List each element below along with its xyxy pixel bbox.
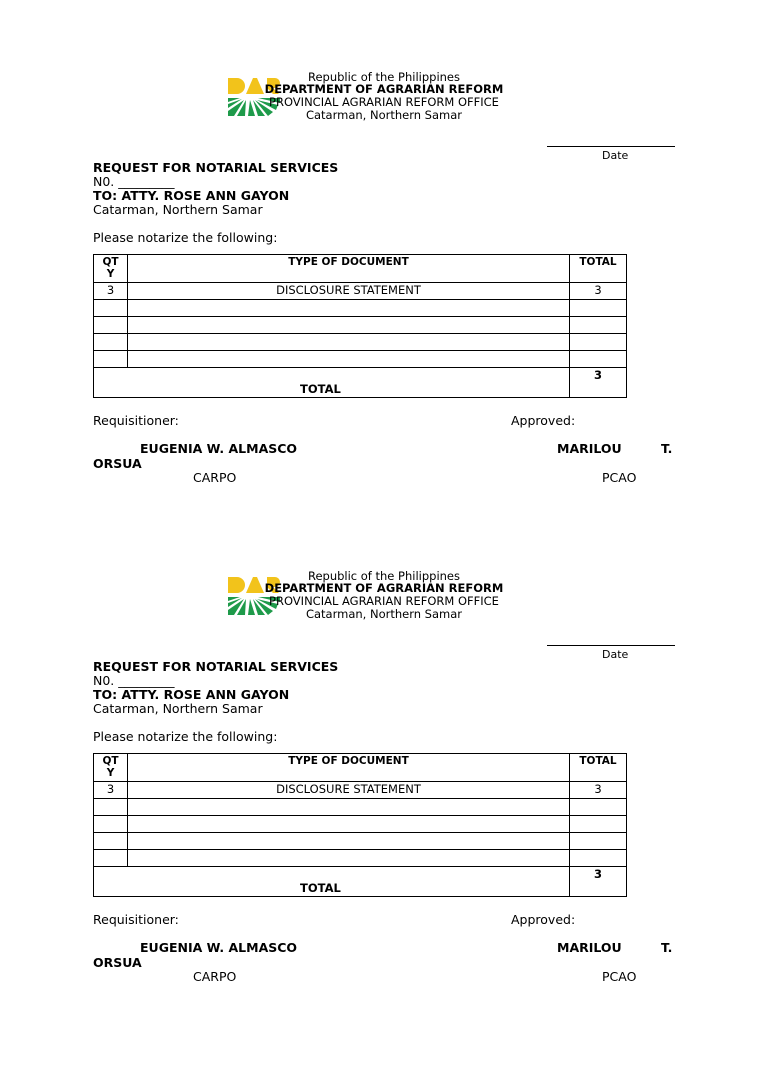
requisitioner-name: EUGENIA W. ALMASCO [140,441,298,456]
table-row [94,799,627,816]
total-cell[interactable] [570,816,627,833]
type-cell[interactable] [128,816,570,833]
approver-initial: T. [661,441,673,456]
header-republic: Republic of the Philippines [307,70,461,84]
addressee: TO: ATTY. ROSE ANN GAYON [93,687,290,702]
qty-cell[interactable] [94,300,128,317]
table-total-row [94,867,627,897]
total-label: TOTAL [300,881,341,895]
qty-cell[interactable]: 3 [94,283,128,300]
qty-cell[interactable] [94,833,128,850]
approver-first-name: MARILOU [557,940,622,955]
header-department: DEPARTMENT OF AGRARIAN REFORM [264,82,504,96]
addressee-location: Catarman, Northern Samar [93,202,263,217]
table-total-row [94,368,627,398]
requisitioner-title: CARPO [193,470,237,485]
qty-header-line1: QT [102,755,119,767]
requisitioner-title: CARPO [193,969,237,984]
documents-table [93,254,627,398]
qty-header-line2: Y [106,767,115,779]
number-field: N0. _________ [93,174,175,189]
type-cell[interactable] [128,317,570,334]
type-cell[interactable] [128,850,570,867]
form-title: REQUEST FOR NOTARIAL SERVICES [93,659,339,674]
table-row [94,850,627,867]
instruction-text: Please notarize the following: [93,729,278,744]
table-row [94,816,627,833]
qty-cell[interactable] [94,334,128,351]
table-row [94,317,627,334]
number-field: N0. _________ [93,673,175,688]
requisitioner-label: Requisitioner: [93,413,179,428]
table-row [94,351,627,368]
total-label: TOTAL [300,382,341,396]
approver-title: PCAO [602,969,637,984]
notarial-request-form-1 [0,68,768,567]
table-header-row [94,255,627,283]
qty-cell[interactable] [94,816,128,833]
total-cell[interactable] [570,317,627,334]
header-location: Catarman, Northern Samar [305,607,463,621]
qty-header [94,754,128,782]
total-cell[interactable] [570,850,627,867]
total-header: TOTAL [570,754,627,782]
type-cell[interactable] [128,799,570,816]
total-header: TOTAL [570,255,627,283]
notarial-request-form-2 [0,567,768,1066]
header-department: DEPARTMENT OF AGRARIAN REFORM [264,581,504,595]
table-row [94,300,627,317]
qty-cell[interactable] [94,317,128,334]
date-line[interactable] [547,146,675,147]
type-header: TYPE OF DOCUMENT [128,255,570,283]
total-cell[interactable] [570,833,627,850]
header-location: Catarman, Northern Samar [305,108,463,122]
total-cell[interactable] [570,351,627,368]
approver-first-name: MARILOU [557,441,622,456]
total-label-cell [94,867,570,897]
header-republic: Republic of the Philippines [307,569,461,583]
date-line[interactable] [547,645,675,646]
table-header-row [94,754,627,782]
instruction-text: Please notarize the following: [93,230,278,245]
approved-label: Approved: [511,912,576,927]
total-label-cell [94,368,570,398]
requisitioner-name-cont: ORSUA [93,456,142,471]
total-value: 3 [570,867,627,897]
form-title: REQUEST FOR NOTARIAL SERVICES [93,160,339,175]
total-cell[interactable]: 3 [570,782,627,799]
qty-header-line1: QT [102,256,119,268]
approver-title: PCAO [602,470,637,485]
qty-header [94,255,128,283]
header-office: PROVINCIAL AGRARIAN REFORM OFFICE [269,594,499,608]
date-label: Date [602,648,629,661]
type-cell[interactable] [128,833,570,850]
approved-label: Approved: [511,413,576,428]
type-cell[interactable] [128,334,570,351]
total-cell[interactable] [570,300,627,317]
type-header: TYPE OF DOCUMENT [128,754,570,782]
requisitioner-name-cont: ORSUA [93,955,142,970]
qty-cell[interactable]: 3 [94,782,128,799]
type-cell[interactable] [128,351,570,368]
total-cell[interactable] [570,334,627,351]
total-value: 3 [570,368,627,398]
qty-cell[interactable] [94,799,128,816]
total-cell[interactable] [570,799,627,816]
type-cell[interactable] [128,300,570,317]
header-office: PROVINCIAL AGRARIAN REFORM OFFICE [269,95,499,109]
qty-cell[interactable] [94,850,128,867]
total-cell[interactable]: 3 [570,283,627,300]
qty-cell[interactable] [94,351,128,368]
requisitioner-name: EUGENIA W. ALMASCO [140,940,298,955]
table-row [94,334,627,351]
table-row [94,833,627,850]
date-label: Date [602,149,629,162]
type-cell[interactable]: DISCLOSURE STATEMENT [128,782,570,799]
addressee: TO: ATTY. ROSE ANN GAYON [93,188,290,203]
documents-table [93,753,627,897]
type-cell[interactable]: DISCLOSURE STATEMENT [128,283,570,300]
table-row [94,782,627,799]
approver-initial: T. [661,940,673,955]
requisitioner-label: Requisitioner: [93,912,179,927]
table-row [94,283,627,300]
addressee-location: Catarman, Northern Samar [93,701,263,716]
qty-header-line2: Y [106,268,115,280]
